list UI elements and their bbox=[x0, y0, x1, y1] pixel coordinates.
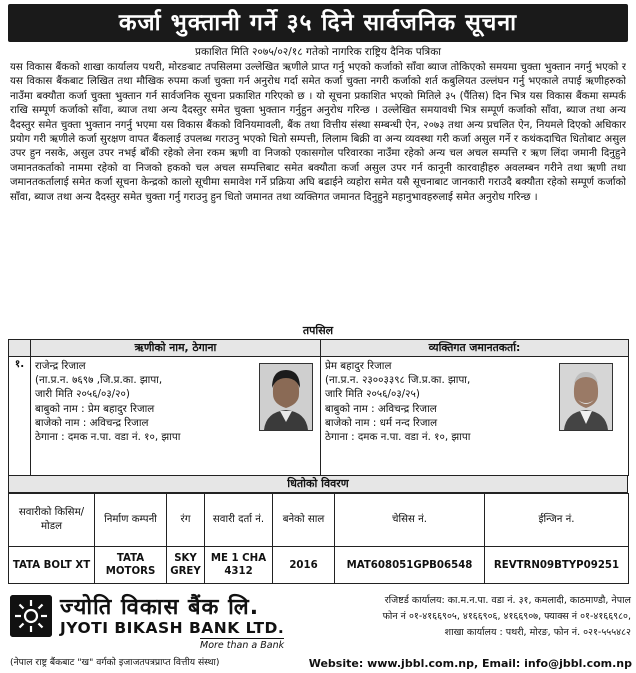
registered-office: रजिष्टर्ड कार्यालय: का.म.न.पा. वडा नं. ३१, कमलादी, काठमाण्डौ, नेपाल bbox=[384, 595, 631, 606]
schedule-title: तपसिल bbox=[302, 324, 334, 337]
contact-links: Website: www.jbbl.com.np, Email: info@jbbl.com.np bbox=[308, 657, 632, 670]
vehicle-chassis: MAT608051GPB06548 bbox=[335, 547, 485, 584]
licence-note: (नेपाल राष्ट्र बैंकबाट "ख" वर्गको इजाजतपत्रप्राप्त वित्तीय संस्था) bbox=[10, 657, 220, 668]
notice-body: यस विकास बैंकको शाखा कार्यालय पथरी, मोरङबाट तपसिलमा उल्लेखित ऋणीले प्राप्त गर्नु भएको कर्जाको साँवा ब्याज तोकिएको समयमा चुक्ता भुक्तान नगर्नु भएको र यस विकास बैंकबाट लिखित तथा मौखिक रुपमा कर्जा चुक्ता गर्न अनुरोध गर्दा समेत कर्जा चुक्ता नगरी कर्जाको शर्त कबुलियत उल्लंघन गर्नु भएकाले तपाई ऋणीहरुको नाउँमा बक्यौता कर्जा चुक्ता भुक्तान गर्न सार्वजनिक सूचना प्रकाशित गरिएको छ । यो सूचना प्रकाशित भएको मितिले ३५ (पैंतिस) दिन भित्र यस विकास बैंकमा सम्पर्क राखि सम्पूर्ण कर्जाको साँवा, ब्याज तथा अन्य दैदस्तुर समेत चुक्ता भुक्तान गर्नुहुन अनुरोध गरिन्छ । उल्लेखित समयावधी भित्र सम्पूर्ण कर्जाको साँवा, ब्याज तथा अन्य दैदस्तुर समेत चुक्ता भुक्तान नगर्नु भएमा यस विकास बैंकको विनियमावली, बैंक तथा वित्तीय संस्था सम्बन्धी ऐन, २०७३ तथा अन्य प्रचलित ऐन, नियमले दिएको अधिकार प्रयोग गरी ऋणीले कर्जा सुरक्षण वापत बैंकलाई उपलब्ध गराउनु भएको धितो सम्पत्ती, लिलाम बिक्री वा अन्य व्यवस्था गरी कर्जा असुल गर्ने र कथंकदाचित धितोबाट असुल उपर हुन नसके, असुल उपर नभई बाँकी रहेको लेना रकम ऋणी वा निजको एकासगोल परिवारका नाउँमा रहेको अन्य चल अचल सम्पत्ति र ऋण लिंदा जमानी दिनुहुने जमानतकर्ताको नाममा रहेको वा निजको हकको चल अचल सम्पत्तिबाट समेत बक्यौता कर्जा असुल उपर गर्न कानूनी कारवाहीहरु अवलम्बन गरीने तथा ऋणी तथा जमानतकर्तालाई समेत कर्जा सूचना केन्द्रको कालो सूचीमा समावेश गर्ने प्रक्रिया अघि बढाईने व्यहोरा समेत यसै सूचनाबाट जानकारी गराउदै बक्यौता रहेको सम्पूर्ण कर्जाको साँवा, ब्याज तथा अन्य दैदस्तुर समेत चुक्ता गर्नु गराउनु हुन धितो जमानत तथा व्यक्तिगत जमानत दिनुहुने महानुभावहरुलाई समेत अनुरोध गरिन्छ । bbox=[10, 62, 626, 203]
guarantor-father: बाबुको नाम : अविचन्द्र रिजाल bbox=[325, 402, 437, 415]
table-row bbox=[9, 547, 629, 584]
collateral-table bbox=[8, 493, 629, 584]
vehicle-engine: REVTRN09BTYP09251 bbox=[485, 547, 629, 584]
table-row bbox=[9, 357, 629, 476]
email-link[interactable]: info@jbbl.com.np bbox=[524, 657, 632, 670]
branch-office: शाखा कार्यालय : पथरी, मोरङ, फोन नं. ०२१-५५५४८२ bbox=[444, 627, 631, 638]
guarantor-name: प्रेम बहादुर रिजाल bbox=[325, 360, 392, 372]
notice-title: कर्जा भुक्तानी गर्ने ३५ दिने सार्वजनिक सूचना bbox=[8, 4, 628, 42]
borrower-issue-date: जारी मिति २०५६/०३/२०) bbox=[35, 388, 130, 401]
guarantor-address: ठेगाना : दमक न.पा. वडा नं. १०, झापा bbox=[325, 431, 471, 444]
bank-name-nepali: ज्योति विकास बैंक लि. bbox=[60, 595, 260, 620]
publication-line: प्रकाशित मिति २०७५/०२/१८ गतेको नागरिक राष्ट्रिय दैनिक पत्रिका bbox=[194, 46, 442, 58]
guarantor-issue-date: जारि मिति २०५६/०३/२५) bbox=[325, 388, 420, 401]
vehicle-color: SKY GREY bbox=[167, 547, 205, 584]
borrower-guarantor-table bbox=[8, 339, 629, 476]
color-header: रंग bbox=[167, 494, 205, 547]
chassis-header: चेसिस नं. bbox=[335, 494, 485, 547]
vehicle-year: 2016 bbox=[273, 547, 335, 584]
borrower-address: ठेगाना : दमक न.पा. वडा नं. १०, झापा bbox=[35, 431, 181, 444]
bank-logo bbox=[10, 591, 310, 667]
guarantor-cell bbox=[321, 357, 629, 476]
borrower-citizenship: (ना.प्र.न. ७६९७ ,जि.प्र.का. झापा, bbox=[35, 374, 163, 387]
website-label: Website: bbox=[308, 657, 364, 670]
bank-address-block bbox=[313, 593, 631, 641]
guarantor-column-header: व्यक्तिगत जमानतकर्ता: bbox=[321, 340, 629, 357]
row-number: १. bbox=[9, 357, 31, 476]
vehicle-registration: ME 1 CHA 4312 bbox=[205, 547, 273, 584]
collateral-header-row bbox=[9, 494, 629, 547]
registration-header: सवारी दर्ता नं. bbox=[205, 494, 273, 547]
vehicle-type-header: सवारीको किसिम/मोडल bbox=[9, 494, 95, 547]
bank-emblem-icon bbox=[10, 595, 52, 637]
bank-name-english: JYOTI BIKASH BANK LTD. bbox=[60, 619, 285, 637]
manufacturer-header: निर्माण कम्पनी bbox=[95, 494, 167, 547]
borrower-column-header: ऋणीको नाम, ठेगाना bbox=[31, 340, 321, 357]
collateral-title: धितोको विवरण bbox=[8, 476, 628, 493]
guarantor-grandfather: बाजेको नाम : धर्म नन्द रिजाल bbox=[325, 416, 438, 429]
email-label: Email: bbox=[481, 657, 521, 670]
borrower-name: राजेन्द्र रिजाल bbox=[35, 360, 86, 372]
website-link[interactable]: www.jbbl.com.np bbox=[367, 657, 474, 670]
vehicle-manufacturer: TATA MOTORS bbox=[95, 547, 167, 584]
vehicle-model: TATA BOLT XT bbox=[9, 547, 95, 584]
guarantor-citizenship: (ना.प्र.न. २३००३३९८ जि.प्र.का. झापा, bbox=[325, 374, 471, 387]
borrower-father: बाबुको नाम : प्रेम बहादुर रिजाल bbox=[35, 402, 155, 415]
serial-header bbox=[9, 340, 31, 357]
borrower-grandfather: बाजेको नाम : अविचन्द्र रिजाल bbox=[35, 416, 149, 429]
phone-fax: फोन नं ०१-४१६६९०५, ४१६६९०६, ४१६६९०७, फ्याक्स नं ०१-४१६६९८०, bbox=[382, 611, 631, 622]
borrower-cell bbox=[31, 357, 321, 476]
year-header: बनेको साल bbox=[273, 494, 335, 547]
bank-tagline: More than a Bank bbox=[200, 640, 285, 651]
guarantor-photo bbox=[559, 363, 613, 431]
engine-header: ईन्जिन नं. bbox=[485, 494, 629, 547]
borrower-photo bbox=[259, 363, 313, 431]
bank-footer bbox=[8, 589, 632, 673]
